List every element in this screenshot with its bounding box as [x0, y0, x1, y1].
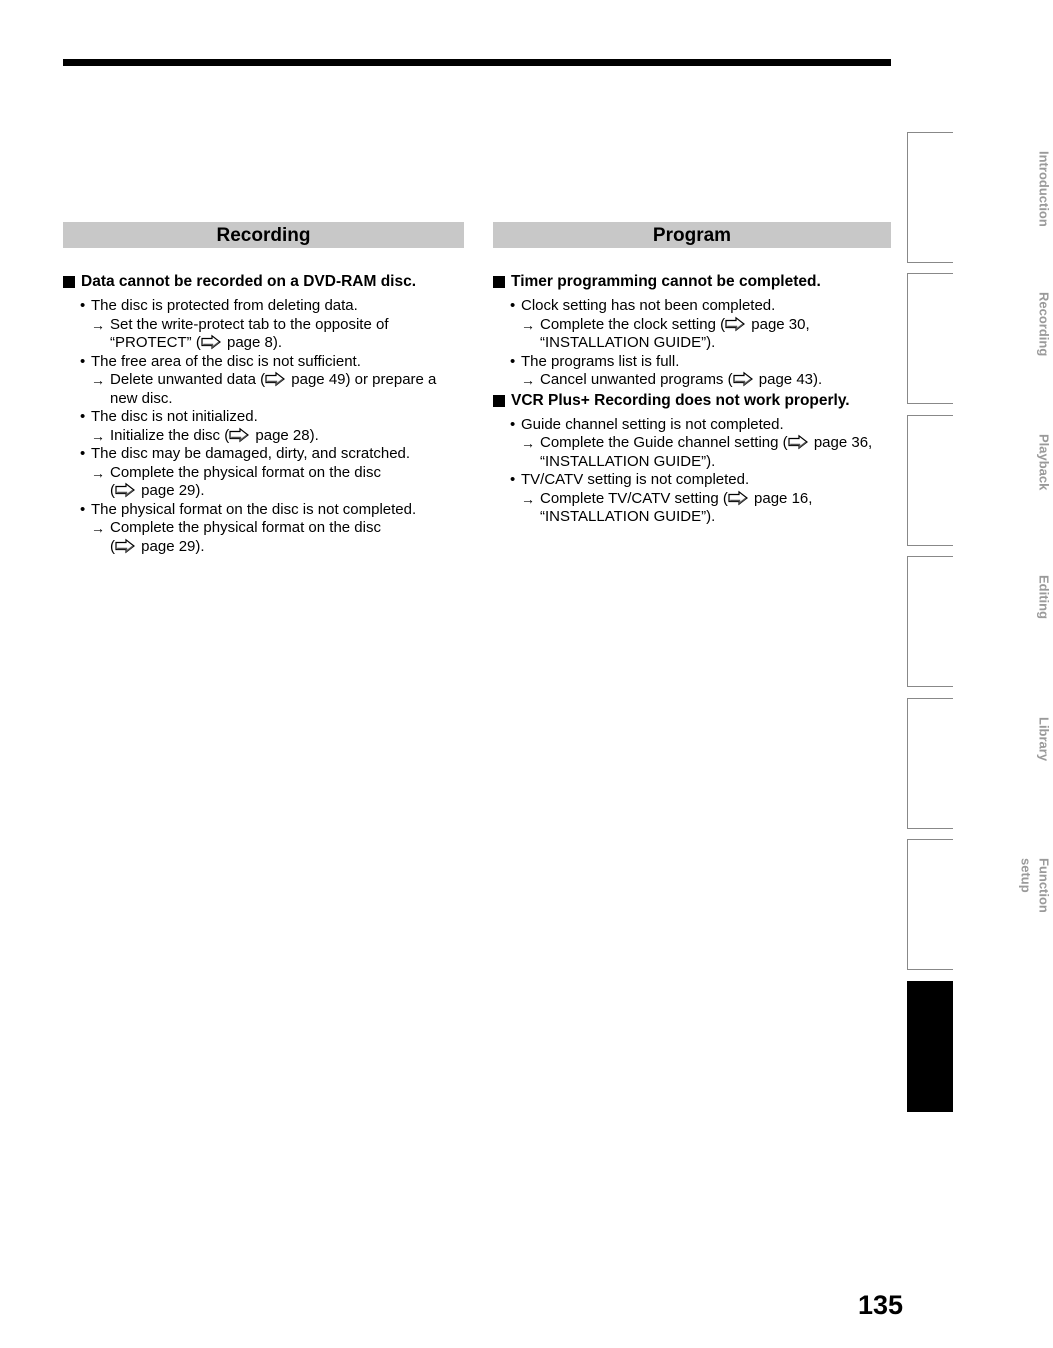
section-title-program: Program — [493, 222, 891, 248]
page-number: 135 — [858, 1290, 904, 1320]
problem-title: VCR Plus+ Recording does not work properly. — [511, 391, 850, 409]
fix-text: page 49) or prepare a — [287, 371, 437, 388]
bullet-icon: • — [510, 297, 516, 314]
cause-item — [63, 408, 464, 427]
cause-text: The programs list is full. — [521, 352, 680, 370]
cause-text: The disc is protected from deleting data. — [91, 297, 358, 314]
square-bullet-icon — [63, 276, 75, 288]
page-reference-icon — [229, 428, 249, 442]
tab-label: Recording — [1036, 292, 1052, 357]
cause-item — [493, 353, 891, 372]
top-rule — [63, 59, 891, 66]
cause-item — [63, 353, 464, 372]
bullet-icon: • — [510, 352, 516, 370]
arrow-icon: → — [521, 435, 535, 451]
section-title-recording: Recording — [63, 222, 464, 248]
tab-label: Function setup — [1018, 858, 1052, 913]
fix-item — [63, 464, 464, 501]
arrow-icon: → — [91, 316, 105, 333]
fix-text: “INSTALLATION GUIDE”). — [540, 452, 716, 470]
fix-text: “PROTECT” ( — [110, 334, 201, 351]
arrow-icon: → — [521, 372, 535, 388]
fix-text: ( — [110, 482, 115, 499]
cause-item — [63, 297, 464, 316]
fix-item — [63, 316, 464, 353]
cause-text: The physical format on the disc is not completed. — [91, 500, 417, 518]
cause-text: TV/CATV setting is not completed. — [521, 471, 750, 488]
cause-text: Guide channel setting is not completed. — [521, 415, 784, 433]
problem-heading — [493, 273, 891, 291]
cause-item — [493, 416, 891, 435]
fix-item — [493, 316, 891, 353]
fix-item — [493, 490, 891, 527]
fix-text: Complete the clock setting ( — [540, 315, 726, 333]
page-reference-icon — [201, 335, 221, 349]
page-reference-icon — [725, 317, 745, 331]
page-reference-icon — [728, 491, 748, 505]
fix-text: page 16, — [749, 489, 813, 507]
arrow-icon: → — [91, 372, 105, 388]
page-reference-icon — [265, 372, 285, 386]
tab-introduction[interactable] — [907, 132, 1052, 263]
tab-label: Introduction — [1036, 151, 1052, 227]
page-reference-icon — [115, 483, 135, 497]
problem-title: Data cannot be recorded on a DVD-RAM disc. — [81, 273, 417, 290]
cause-text: Clock setting has not been completed. — [521, 297, 776, 314]
fix-text: ( — [110, 537, 115, 555]
arrow-icon: → — [521, 490, 535, 507]
problem-title: Timer programming cannot be completed. — [511, 273, 821, 290]
cause-item — [493, 297, 891, 316]
fix-text: page 43). — [754, 371, 823, 388]
arrow-icon: → — [521, 316, 535, 333]
tab-library[interactable] — [907, 698, 1052, 829]
tab-editing[interactable] — [907, 556, 1052, 687]
square-bullet-icon — [493, 276, 505, 288]
program-section — [493, 222, 891, 527]
fix-item — [493, 434, 891, 471]
fix-text: page 30, — [747, 315, 810, 333]
cause-item — [63, 445, 464, 464]
fix-text: “INSTALLATION GUIDE”). — [540, 334, 716, 351]
tab-label: Playback — [1036, 434, 1052, 491]
fix-text: Complete the Guide channel setting ( — [540, 434, 788, 451]
fix-text: page 8). — [222, 334, 283, 351]
fix-text: Set the write-protect tab to the opposite of — [110, 315, 389, 333]
fix-text: page 29). — [137, 482, 205, 499]
fix-item — [63, 371, 464, 408]
bullet-icon: • — [510, 471, 516, 488]
tab-others[interactable] — [907, 981, 1052, 1112]
tab-label: Others — [1036, 1000, 1052, 1042]
cause-text: The free area of the disc is not sufficient. — [91, 352, 361, 370]
fix-text: page 28). — [251, 426, 319, 444]
fix-text: new disc. — [110, 389, 173, 407]
arrow-icon: → — [91, 464, 105, 481]
fix-text: Complete TV/CATV setting ( — [540, 489, 728, 507]
fix-text: page 36, — [809, 434, 873, 451]
fix-item — [63, 519, 464, 556]
arrow-icon: → — [91, 520, 105, 536]
cause-item — [493, 471, 891, 490]
fix-text: Delete unwanted data ( — [110, 371, 266, 388]
bullet-icon: • — [80, 352, 86, 370]
tab-label: Editing — [1036, 575, 1052, 620]
fix-text: “INSTALLATION GUIDE”). — [540, 508, 716, 525]
page-reference-icon — [788, 435, 808, 449]
fix-text: Complete the physical format on the disc — [110, 463, 381, 481]
recording-section — [63, 222, 464, 556]
page-reference-icon — [733, 372, 753, 386]
cause-text: The disc is not initialized. — [91, 408, 258, 425]
arrow-icon: → — [91, 427, 105, 444]
tab-playback[interactable] — [907, 415, 1052, 546]
bullet-icon: • — [80, 408, 86, 425]
fix-text: Cancel unwanted programs ( — [540, 371, 733, 388]
bullet-icon: • — [510, 415, 516, 433]
problem-heading — [63, 273, 464, 291]
bullet-icon: • — [80, 500, 86, 518]
bullet-icon: • — [80, 445, 86, 462]
fix-item — [493, 371, 891, 390]
bullet-icon: • — [80, 297, 86, 314]
page-reference-icon — [115, 539, 135, 553]
tab-recording[interactable] — [907, 273, 1052, 404]
problem-heading — [493, 392, 891, 410]
tab-label: Library — [1036, 717, 1052, 762]
fix-item — [63, 427, 464, 446]
fix-text: page 29). — [137, 537, 205, 555]
fix-text: Initialize the disc ( — [110, 426, 230, 444]
fix-text: Complete the physical format on the disc — [110, 519, 381, 536]
cause-text: The disc may be damaged, dirty, and scratched. — [91, 445, 411, 462]
tab-function-setup[interactable] — [907, 839, 1052, 970]
cause-item — [63, 501, 464, 520]
square-bullet-icon — [493, 395, 505, 407]
